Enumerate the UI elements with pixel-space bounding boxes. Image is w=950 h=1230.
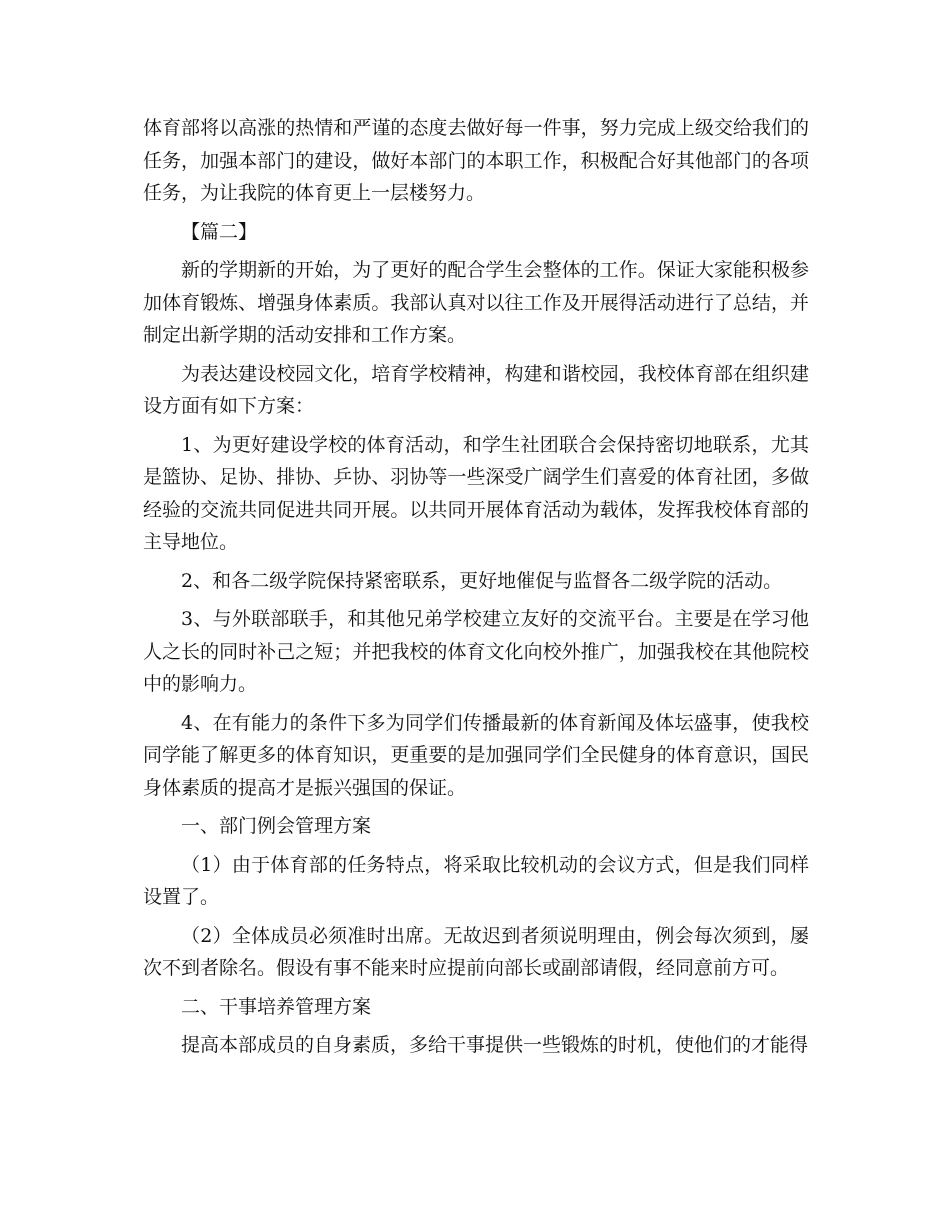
heading-meeting-management: 一、部门例会管理方案 [181, 815, 372, 837]
paragraph-campus-culture: 为表达建设校园文化，培育学校精神，构建和谐校园，我校体育部在组织建设方面有如下方案： [143, 362, 809, 417]
list-item-3: 3、与外联部联手，和其他兄弟学校建立友好的交流平台。主要是在学习他人之长的同时补己之短；并把我校的体育文化向校外推广，加强我校在其他院校中的影响力。 [143, 608, 809, 695]
heading-staff-training: 二、干事培养管理方案 [181, 995, 372, 1018]
meeting-rule-2: （2）全体成员必须准时出席。无故迟到者须说明理由，例会每次须到，屡次不到者除名。假设有事不能来时应提前向部长或副部请假，经同意前方可。 [143, 924, 809, 979]
paragraph-staff-training: 提高本部成员的自身素质，多给干事提供一些锻炼的时机，使他们的才能得 [181, 1034, 809, 1056]
list-item-2: 2、和各二级学院保持紧密联系，更好地催促与监督各二级学院的活动。 [181, 569, 783, 592]
document-body [143, 112, 809, 1068]
list-item-4: 4、在有能力的条件下多为同学们传播最新的体育新闻及体坛盛事，使我校同学能了解更多的体育知识，更重要的是加强同学们全民健身的体育意识，国民身体素质的提高才是振兴强国的保证。 [143, 711, 809, 799]
meeting-rule-1: （1）由于体育部的任务特点，将采取比较机动的会议方式，但是我们同样设置了。 [143, 853, 809, 908]
list-item-1: 1、为更好建设学校的体育活动，和学生社团联合会保持密切地联系，尤其是篮协、足协、排协、乒协、羽协等一些深受广阔学生们喜爱的体育社团，多做经验的交流共同促进共同开展。以共同开展体育活动为载体，发挥我校体育部的主导地位。 [143, 433, 809, 553]
paragraph-intro-continuation: 体育部将以高涨的热情和严谨的态度去做好每一件事，努力完成上级交给我们的任务，加强本部门的建设，做好本部门的本职工作，积极配合好其他部门的各项任务，为让我院的体育更上一层楼努力。 [143, 117, 809, 204]
section-heading-part-two: 【篇二】 [181, 220, 258, 243]
paragraph-new-semester: 新的学期新的开始，为了更好的配合学生会整体的工作。保证大家能积极参加体育锻炼、增强身体素质。我部认真对以往工作及开展得活动进行了总结，并制定出新学期的活动安排和工作方案。 [143, 259, 809, 346]
